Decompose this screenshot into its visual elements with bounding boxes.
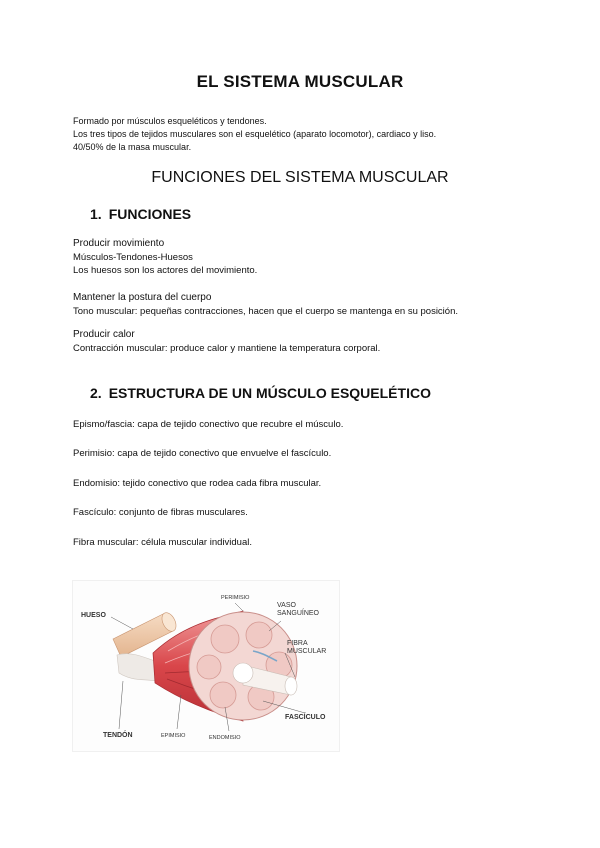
muscle-diagram bbox=[72, 580, 340, 752]
tendon-shape bbox=[117, 654, 157, 681]
function-heading: Mantener la postura del cuerpo bbox=[73, 292, 212, 303]
label-tendon: TENDÓN bbox=[103, 732, 133, 739]
label-hueso: HUESO bbox=[81, 612, 106, 619]
label-epimisio: EPIMISIO bbox=[161, 733, 186, 739]
structure-item: Epismo/fascia: capa de tejido conectivo que recubre el músculo. bbox=[73, 419, 344, 430]
label-endomisio: ENDOMISIO bbox=[209, 735, 241, 741]
function-group-calor bbox=[73, 328, 380, 355]
label-fibra: FIBRA bbox=[287, 640, 308, 647]
structure-item: Perimisio: capa de tejido conectivo que envuelve el fascículo. bbox=[73, 448, 332, 459]
structure-item: Fibra muscular: célula muscular individual. bbox=[73, 537, 252, 548]
function-heading: Producir movimiento bbox=[73, 238, 165, 249]
section-heading-text: FUNCIONES bbox=[108, 206, 192, 222]
section-subtitle: FUNCIONES DEL SISTEMA MUSCULAR bbox=[151, 169, 449, 186]
intro-line: Los tres tipos de tejidos musculares son el esquelético (aparato locomotor), cardiaco y liso. bbox=[73, 129, 437, 139]
function-group-postura bbox=[73, 291, 458, 318]
muscle-diagram-illustration bbox=[73, 581, 339, 751]
section-heading-estructura bbox=[90, 385, 431, 401]
label-sanguineo: SANGUÍNEO bbox=[277, 610, 320, 617]
label-perimisio: PERIMISIO bbox=[221, 595, 250, 601]
label-fasciculo: FASCÍCULO bbox=[285, 714, 326, 721]
structure-item: Endomisio: tejido conectivo que rodea cada fibra muscular. bbox=[73, 478, 322, 489]
intro-line: 40/50% de la masa muscular. bbox=[73, 142, 192, 152]
section-number: 1. bbox=[90, 206, 102, 222]
section-number: 2. bbox=[90, 385, 102, 401]
function-line: Contracción muscular: produce calor y mantiene la temperatura corporal. bbox=[73, 342, 381, 354]
function-heading: Producir calor bbox=[73, 329, 135, 340]
function-group-movimiento bbox=[73, 237, 257, 278]
label-vaso: VASO bbox=[277, 602, 296, 609]
function-line: Los huesos son los actores del movimiento. bbox=[73, 265, 258, 276]
label-muscular: MUSCULAR bbox=[287, 648, 327, 655]
intro-line: Formado por músculos esqueléticos y tendones. bbox=[73, 116, 267, 126]
section-heading-text: ESTRUCTURA DE UN MÚSCULO ESQUELÉTICO bbox=[108, 385, 431, 401]
intro-paragraph bbox=[73, 115, 436, 154]
section-heading-funciones bbox=[90, 206, 191, 222]
function-line: Tono muscular: pequeñas contracciones, hacen que el cuerpo se mantenga en su posición. bbox=[73, 305, 458, 317]
function-line: Músculos-Tendones-Huesos bbox=[73, 251, 193, 263]
document-title: EL SISTEMA MUSCULAR bbox=[196, 72, 404, 91]
structure-item: Fascículo: conjunto de fibras musculares. bbox=[73, 507, 248, 518]
fascicle-cross-section bbox=[189, 612, 297, 720]
